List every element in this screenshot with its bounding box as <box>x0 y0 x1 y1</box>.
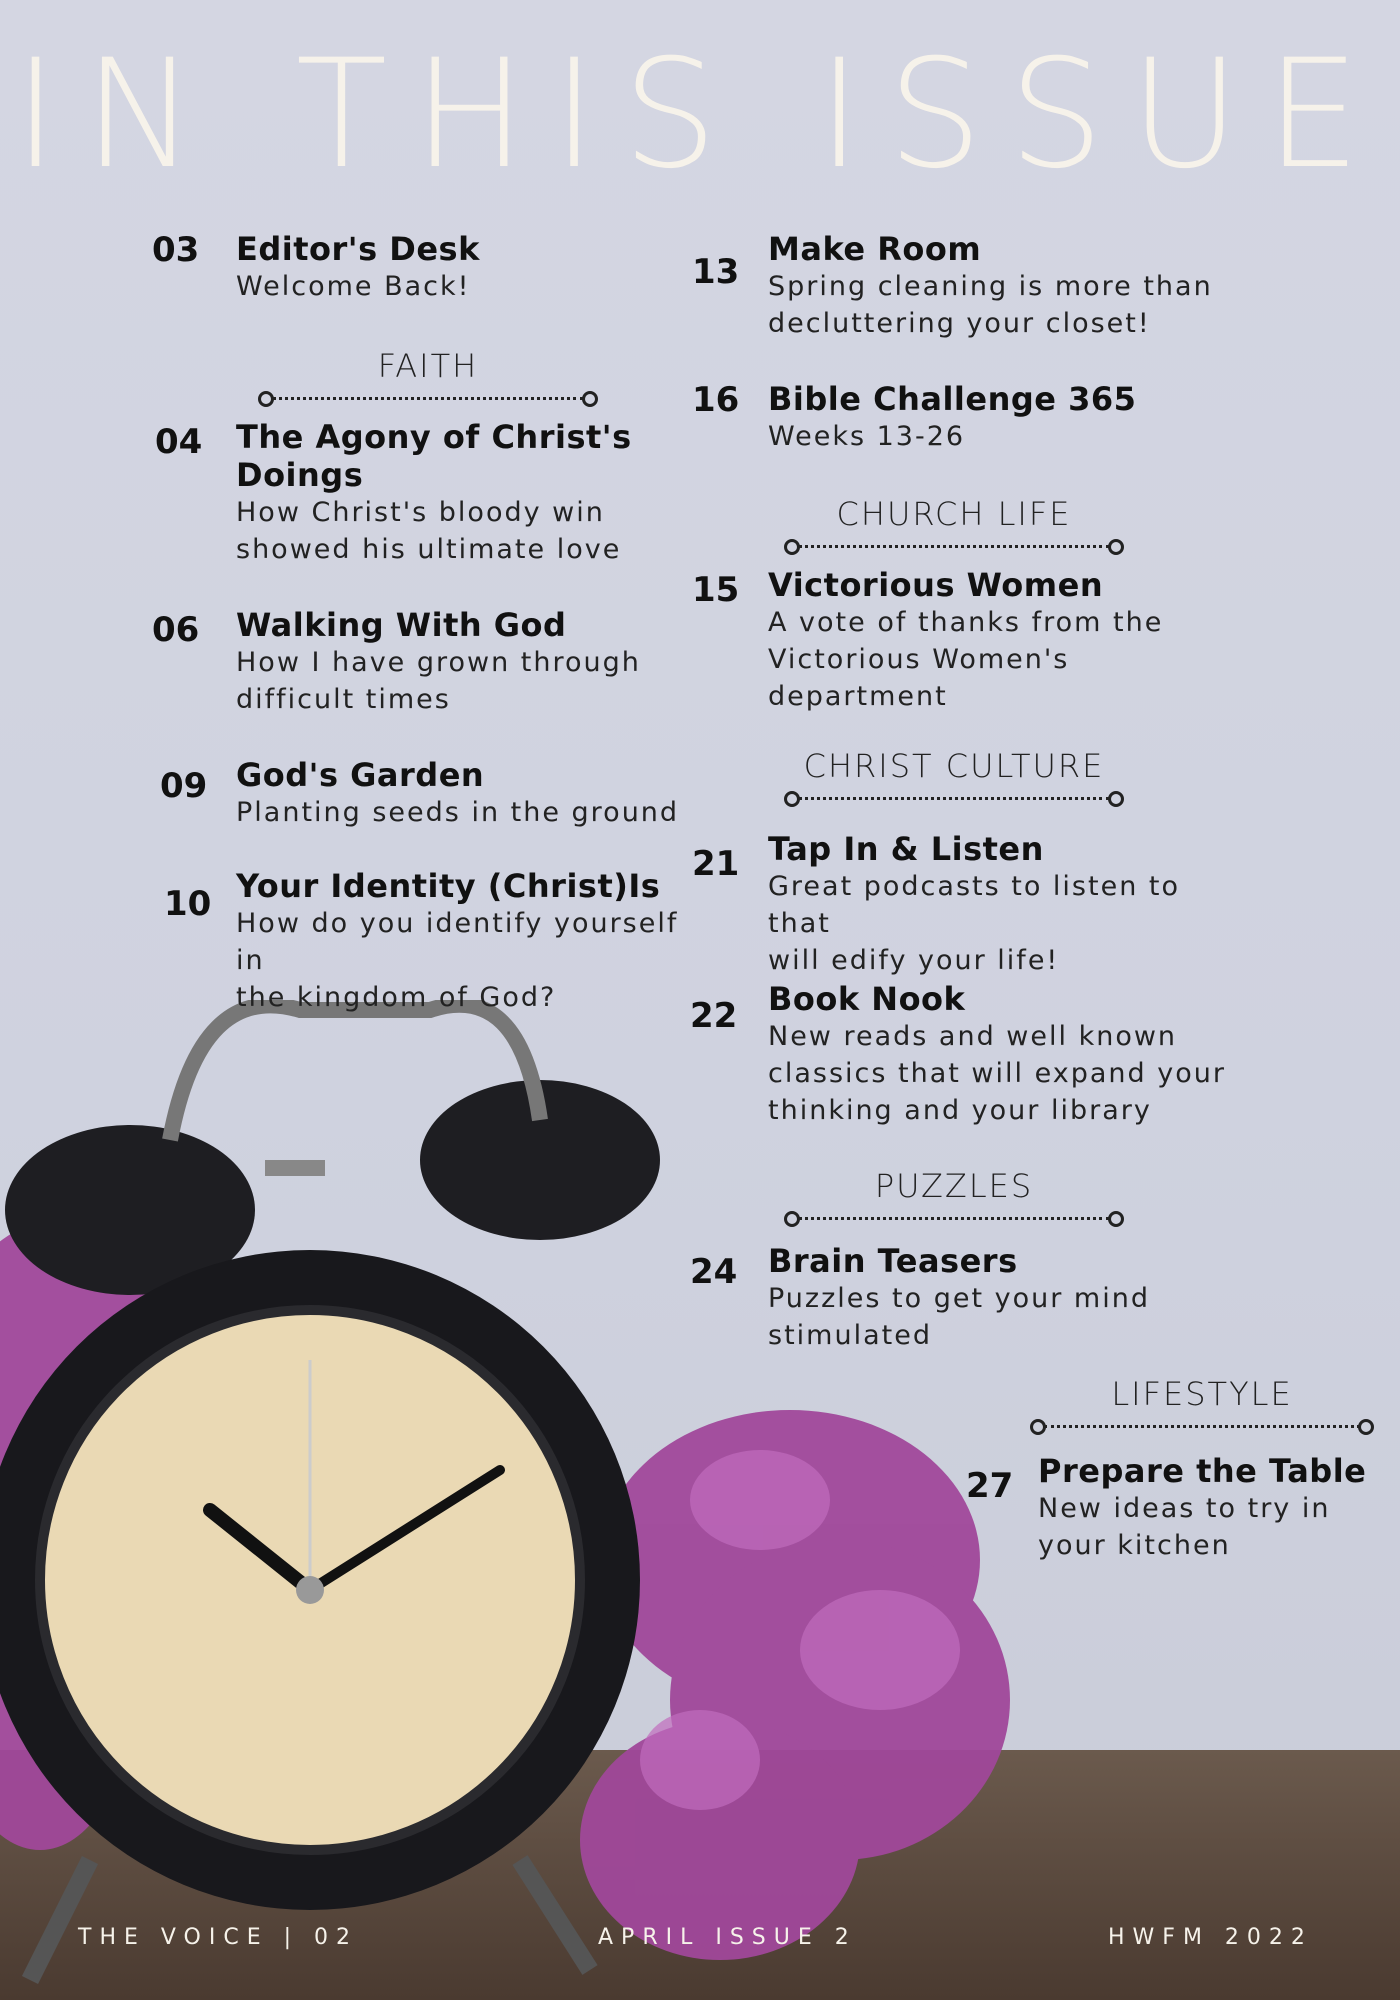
entry-title: Your Identity (Christ)Is <box>236 867 661 905</box>
entry-description: New reads and well known <box>768 1021 1178 1052</box>
entry-description: Great podcasts to listen to that <box>768 871 1181 939</box>
entry-title-line-2: Doings <box>236 456 364 494</box>
section-divider-puzzles <box>784 1168 1124 1228</box>
entry-description: Puzzles to get your mind <box>768 1283 1150 1314</box>
entry-title: Make Room <box>768 230 982 268</box>
entry-description: New ideas to try in <box>1038 1493 1331 1524</box>
entry-page-number: 03 <box>152 230 200 270</box>
toc-entry-walking-with-god[interactable] <box>236 606 696 718</box>
entry-description-line-2: classics that will expand your <box>768 1058 1226 1089</box>
section-divider-faith <box>258 348 598 408</box>
toc-entry-book-nook[interactable] <box>768 980 1248 1129</box>
toc-entry-editors-desk[interactable] <box>236 230 696 305</box>
entry-title: Tap In & Listen <box>768 830 1044 868</box>
entry-description-line-2: Victorious Women's department <box>768 644 1070 712</box>
entry-description-line-2: your kitchen <box>1038 1530 1231 1561</box>
entry-title: God's Garden <box>236 756 485 794</box>
entry-description: A vote of thanks from the <box>768 607 1164 638</box>
entry-page-number: 27 <box>966 1466 1014 1506</box>
dotted-rule <box>258 388 598 408</box>
footer-publication: THE VOICE | 02 <box>78 1925 358 1950</box>
entry-description-line-2: will edify your life! <box>768 945 1060 976</box>
entry-title: Brain Teasers <box>768 1242 1018 1280</box>
section-label: CHRIST CULTURE <box>803 747 1105 785</box>
section-label: FAITH <box>377 347 479 385</box>
entry-description: Spring cleaning is more than <box>768 271 1213 302</box>
section-divider-church-life <box>784 496 1124 556</box>
toc-entry-your-identity[interactable] <box>236 867 706 1016</box>
entry-description-line-2: showed his ultimate love <box>236 534 622 565</box>
toc-entry-prepare-the-table[interactable] <box>1038 1452 1378 1564</box>
entry-title: Walking With God <box>236 606 567 644</box>
dotted-rule <box>784 1208 1124 1228</box>
entry-description: Planting seeds in the ground <box>236 797 680 828</box>
entry-page-number: 16 <box>692 380 740 420</box>
entry-description: Weeks 13-26 <box>768 421 966 452</box>
toc-entry-brain-teasers[interactable] <box>768 1242 1248 1354</box>
section-label: PUZZLES <box>874 1167 1034 1205</box>
entry-description: How I have grown through <box>236 647 641 678</box>
toc-entry-agony-of-christ[interactable] <box>236 418 696 568</box>
entry-description-line-2: decluttering your closet! <box>768 308 1151 339</box>
entry-description: How Christ's bloody win <box>236 497 605 528</box>
footer-issue: APRIL ISSUE 2 <box>598 1925 857 1950</box>
entry-title: Editor's Desk <box>236 230 480 268</box>
entry-page-number: 21 <box>692 844 740 884</box>
entry-description-line-2: difficult times <box>236 684 451 715</box>
entry-description-line-3: thinking and your library <box>768 1095 1152 1126</box>
entry-title: Victorious Women <box>768 566 1104 604</box>
toc-entry-gods-garden[interactable] <box>236 756 696 831</box>
toc-entry-victorious-women[interactable] <box>768 566 1248 715</box>
section-divider-lifestyle <box>1030 1376 1374 1436</box>
entry-page-number: 04 <box>155 422 203 462</box>
toc-entry-tap-in-listen[interactable] <box>768 830 1248 979</box>
entry-description: How do you identify yourself in <box>236 908 679 976</box>
dotted-rule <box>784 536 1124 556</box>
entry-page-number: 13 <box>692 252 740 292</box>
entry-title: Bible Challenge 365 <box>768 380 1137 418</box>
entry-page-number: 10 <box>164 884 212 924</box>
entry-page-number: 09 <box>160 766 208 806</box>
entry-title: Prepare the Table <box>1038 1452 1367 1490</box>
dotted-rule <box>784 788 1124 808</box>
section-label: LIFESTYLE <box>1111 1375 1293 1413</box>
page-title: IN THIS ISSUE <box>13 28 1387 202</box>
entry-page-number: 24 <box>690 1252 738 1292</box>
entry-description: Welcome Back! <box>236 271 471 302</box>
entry-page-number: 15 <box>692 570 740 610</box>
dotted-rule <box>1030 1416 1374 1436</box>
toc-entry-make-room[interactable] <box>768 230 1228 342</box>
entry-page-number: 22 <box>690 996 738 1036</box>
entry-page-number: 06 <box>152 610 200 650</box>
section-label: CHURCH LIFE <box>836 495 1072 533</box>
footer-publisher-year: HWFM 2022 <box>1108 1925 1313 1950</box>
entry-title: The Agony of Christ's <box>236 418 632 456</box>
entry-title: Book Nook <box>768 980 966 1018</box>
section-divider-christ-culture <box>784 748 1124 808</box>
entry-description-line-2: the kingdom of God? <box>236 982 557 1013</box>
toc-entry-bible-challenge[interactable] <box>768 380 1228 455</box>
entry-description-line-2: stimulated <box>768 1320 932 1351</box>
